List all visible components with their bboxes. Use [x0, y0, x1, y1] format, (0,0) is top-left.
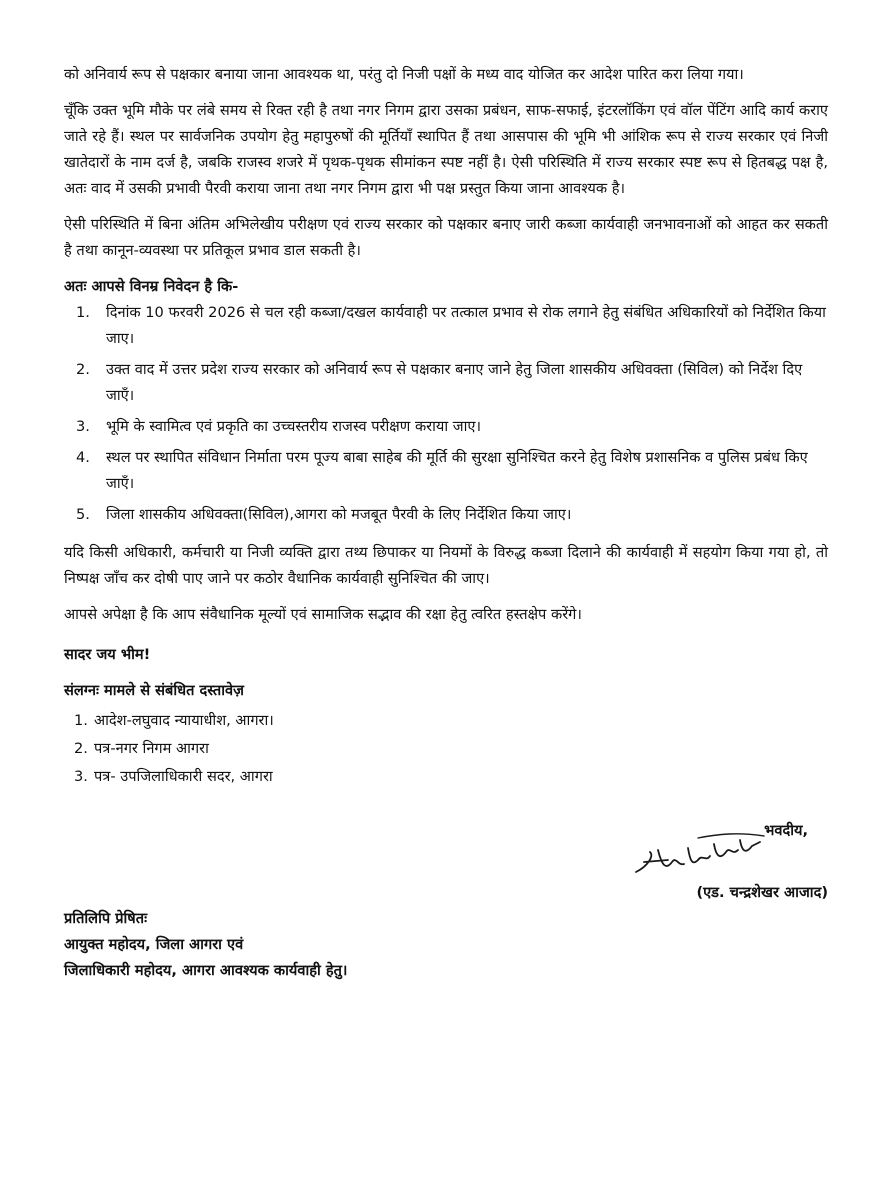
annex-number: 1.	[74, 712, 88, 729]
annex-title: संलग्नः मामले से संबंधित दस्तावेज़	[64, 682, 244, 699]
request-item	[64, 414, 828, 440]
request-text: स्थल पर स्थापित संविधान निर्माता परम पूज्य बाबा साहेब की मूर्ति की सुरक्षा सुनिश्चित करने हेतु विशेष प्रशासनिक व पुलिस प्रबंध किए जाएँ।	[106, 449, 808, 492]
annex-text: पत्र- उपजिलाधिकारी सदर, आगरा	[94, 768, 273, 785]
paragraph-2: चूँकि उक्त भूमि मौके पर लंबे समय से रिक्त रही है तथा नगर निगम द्वारा उसका प्रबंधन, साफ-सफाई, इंटरलॉकिंग एवं वॉल पेंटिंग आदि कार्य कराए जाते रहे हैं। स्थल पर सार्वजनिक उपयोग हेतु महापुरुषों की मूर्तियाँ स्थापित हैं तथा आसपास की भूमि भी आंशिक रूप से राज्य सरकार एवं निजी खातेदारों के नाम दर्ज है, जबकि राजस्व शजरे में पृथक-पृथक सीमांकन स्पष्ट नहीं है। ऐसी परिस्थिति में राज्य सरकार स्पष्ट रूप से हितबद्ध पक्ष है, अतः वाद में उसकी प्रभावी पैरवी कराया जाना तथा नगर निगम द्वारा भी पक्ष प्रस्तुत किया जाना आवश्यक है।	[64, 102, 828, 197]
request-number: 3.	[76, 418, 90, 435]
annex-item	[64, 764, 828, 790]
copy-heading: प्रतिलिपि प्रेषितः	[64, 910, 148, 927]
annex-number: 3.	[74, 768, 88, 785]
request-number: 1.	[76, 304, 90, 321]
request-number: 5.	[76, 506, 90, 523]
request-text: भूमि के स्वामित्व एवं प्रकृति का उच्चस्तरीय राजस्व परीक्षण कराया जाए।	[106, 418, 482, 435]
signature-icon	[628, 826, 768, 886]
paragraph-3: ऐसी परिस्थिति में बिना अंतिम अभिलेखीय परीक्षण एवं राज्य सरकार को पक्षकार बनाए जारी कब्जा कार्यवाही जनभावनाओं को आहत कर सकती है तथा कानून-व्यवस्था पर प्रतिकूल प्रभाव डाल सकती है।	[64, 216, 828, 259]
annex-item	[64, 736, 828, 762]
request-item	[64, 445, 828, 497]
annex-number: 2.	[74, 740, 88, 757]
paragraph-1: को अनिवार्य रूप से पक्षकार बनाया जाना आवश्यक था, परंतु दो निजी पक्षों के मध्य वाद योजित कर आदेश पारित करा लिया गया।	[64, 66, 744, 83]
annex-item	[64, 708, 828, 734]
annex-text: पत्र-नगर निगम आगरा	[94, 740, 209, 757]
request-number: 2.	[76, 361, 90, 378]
greeting: सादर जय भीम!	[64, 646, 151, 663]
request-item	[64, 357, 828, 409]
request-item	[64, 502, 828, 528]
request-list	[64, 300, 828, 528]
request-text: उक्त वाद में उत्तर प्रदेश राज्य सरकार को अनिवार्य रूप से पक्षकार बनाए जाने हेतु जिला शासकीय अधिवक्ता (सिविल) को निर्देश दिए जाएँ।	[106, 361, 803, 404]
request-heading: अतः आपसे विनम्र निवेदन है कि-	[64, 278, 239, 295]
request-text: दिनांक 10 फरवरी 2026 से चल रही कब्जा/दखल कार्यवाही पर तत्काल प्रभाव से रोक लगाने हेतु संबंधित अधिकारियों को निर्देशित किया जाए।	[106, 304, 826, 347]
request-number: 4.	[76, 449, 90, 466]
copy-line: जिलाधिकारी महोदय, आगरा आवश्यक कार्यवाही हेतु।	[64, 962, 348, 979]
copy-line: आयुक्त महोदय, जिला आगरा एवं	[64, 936, 244, 953]
letter-body	[64, 62, 828, 792]
closing: भवदीय,	[764, 822, 808, 839]
request-item	[64, 300, 828, 352]
paragraph-4: यदि किसी अधिकारी, कर्मचारी या निजी व्यक्ति द्वारा तथ्य छिपाकर या नियमों के विरुद्ध कब्जा दिलाने की कार्यवाही में सहयोग किया गया हो, तो निष्पक्ष जाँच कर दोषी पाए जाने पर कठोर वैधानिक कार्यवाही सुनिश्चित की जाए।	[64, 544, 828, 587]
annex-text: आदेश-लघुवाद न्यायाधीश, आगरा।	[94, 712, 274, 729]
request-text: जिला शासकीय अधिवक्ता(सिविल),आगरा को मजबूत पैरवी के लिए निर्देशित किया जाए।	[106, 506, 572, 523]
signature-block	[588, 820, 828, 910]
signer-name: (एड. चन्द्रशेखर आजाद)	[696, 884, 828, 901]
copy-to-section	[64, 906, 347, 984]
paragraph-5: आपसे अपेक्षा है कि आप संवैधानिक मूल्यों एवं सामाजिक सद्भाव की रक्षा हेतु त्वरित हस्तक्षेप करेंगे।	[64, 606, 582, 623]
annex-list	[64, 708, 828, 790]
